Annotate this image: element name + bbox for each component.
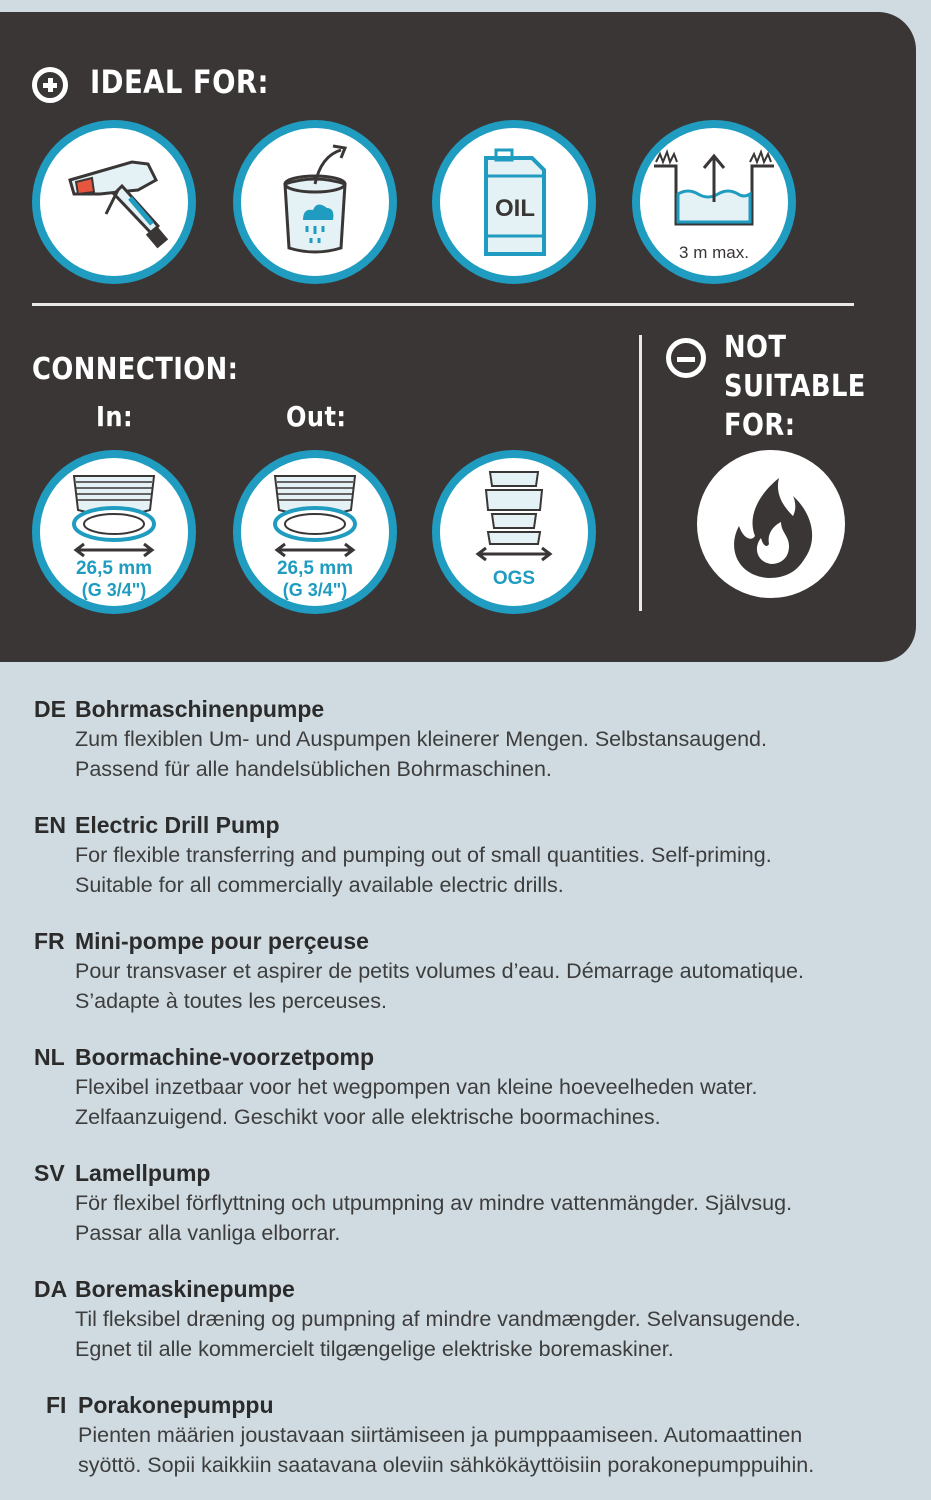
- plus-icon: [32, 67, 68, 103]
- minus-icon: [666, 338, 706, 378]
- depth-label: 3 m max.: [679, 243, 749, 262]
- connection-heading: CONNECTION:: [32, 352, 239, 387]
- in-label: In:: [96, 400, 134, 433]
- rain-barrel-icon: [233, 120, 397, 284]
- product-title: Mini-pompe pour perçeuse: [75, 928, 369, 954]
- product-title: Electric Drill Pump: [75, 812, 280, 838]
- not-suitable-line3: FOR:: [724, 408, 796, 443]
- language-code: EN: [34, 812, 66, 838]
- out-thread-label: (G 3/4"): [282, 580, 348, 600]
- oil-label: OIL: [495, 195, 535, 222]
- product-title: Lamellpump: [75, 1160, 211, 1186]
- pit-pump-icon: [632, 120, 796, 284]
- spray-gun-icon: [32, 120, 196, 284]
- divider-vertical: [639, 335, 642, 611]
- product-title: Boormachine-voorzetpomp: [75, 1044, 375, 1070]
- product-title: Bohrmaschinenpumpe: [75, 696, 325, 722]
- language-code: DE: [34, 696, 66, 722]
- out-label: Out:: [286, 400, 347, 433]
- product-description: För flexibel förflyttning och utpumpning av mindre vattenmängder. Självsug. Passar alla vanliga elborrar.: [75, 1191, 793, 1245]
- product-title: Boremaskinepumpe: [75, 1276, 295, 1302]
- in-size-label: 26,5 mm: [75, 558, 153, 579]
- product-title: Porakonepumppu: [78, 1392, 274, 1418]
- out-thread-icon: [233, 450, 397, 614]
- ogs-label: OGS: [492, 568, 536, 589]
- language-code: SV: [34, 1160, 65, 1186]
- not-suitable-line2: SUITABLE: [724, 369, 866, 404]
- ogs-connector-icon: [432, 450, 596, 614]
- flame-icon: [697, 450, 845, 598]
- language-code: FI: [46, 1392, 67, 1418]
- language-code: FR: [34, 928, 65, 954]
- oil-canister-icon: [432, 120, 596, 284]
- product-description: Zum flexiblen Um- und Auspumpen kleinerer Mengen. Selbstansaugend. Passend für alle handelsüblichen Bohrmaschinen.: [75, 727, 767, 781]
- not-suitable-line1: NOT: [724, 330, 787, 365]
- product-description: Flexibel inzetbaar voor het wegpompen van kleine hoeveelheden water. Zelfaanzuigend. Geschikt voor alle elektrische boormachines.: [75, 1075, 758, 1129]
- product-description: Pienten määrien joustavaan siirtämiseen ja pumppaamiseen. Automaattinen syöttö. Sopii kaikkiin saatavana oleviin sähkökäyttöisiin porakonepumppuihin.: [78, 1423, 815, 1477]
- out-size-label: 26,5 mm: [276, 558, 354, 579]
- product-description: For flexible transferring and pumping out of small quantities. Self-priming. Suitable for all commercially available electric drills.: [75, 843, 772, 897]
- product-description: Til fleksibel dræning og pumpning af mindre vandmængder. Selvansugende. Egnet til alle kommercielt tilgængelige elektriske boremaskiner.: [75, 1307, 801, 1361]
- in-thread-label: (G 3/4"): [81, 580, 147, 600]
- product-description: Pour transvaser et aspirer de petits volumes d’eau. Démarrage automatique. S’adapte à toutes les perceuses.: [75, 959, 804, 1013]
- ideal-for-heading: IDEAL FOR:: [90, 63, 269, 101]
- divider-horizontal: [32, 303, 854, 306]
- in-thread-icon: [32, 450, 196, 614]
- language-code: NL: [34, 1044, 65, 1070]
- language-code: DA: [34, 1276, 68, 1302]
